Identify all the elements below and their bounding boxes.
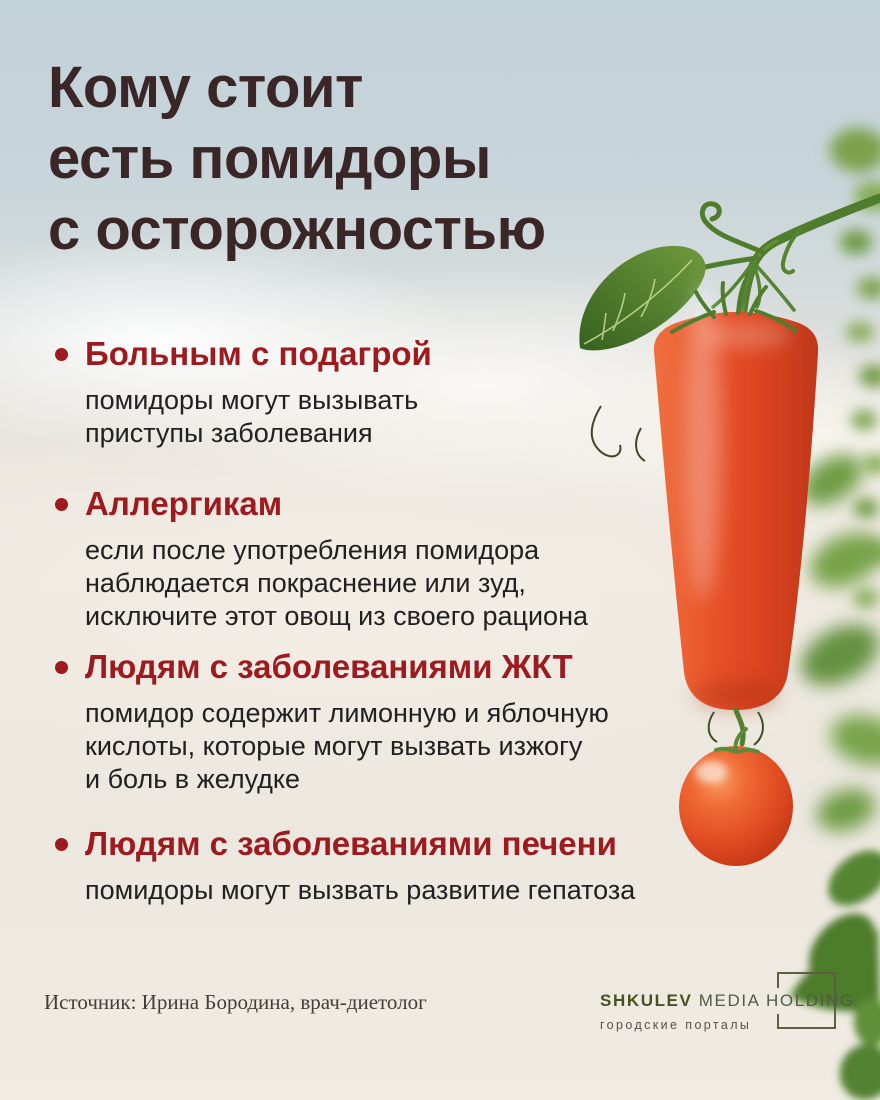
dot-highlight: [695, 761, 727, 783]
vine-lower-leaves: [790, 839, 880, 1100]
stem: [742, 198, 880, 318]
tendril: [702, 204, 762, 252]
bullet-item-gastro: [48, 647, 648, 796]
bullet-item-allergy: [48, 484, 648, 633]
publisher-logo: [600, 991, 855, 1032]
page-title: [48, 52, 546, 265]
tomato-dot: [679, 746, 793, 866]
publisher-name: SHKULEV MEDIA HOLDING: [600, 991, 855, 1010]
bullet-body: если после употребления помидора наблюдается покраснение или зуд, исключите этот овощ из своего рациона: [85, 535, 588, 631]
source-credit: Источник: Ирина Бородина, врач-диетолог: [44, 990, 427, 1014]
bullet-body: помидоры могут вызвать развитие гепатоза: [85, 875, 636, 905]
bullet-dot: [55, 661, 68, 674]
bullet-heading: Людям с заболеваниями ЖКТ: [85, 648, 573, 685]
title-line: Кому стоит: [48, 55, 363, 120]
bullet-item-liver: [48, 824, 648, 907]
title-line: есть помидоры: [48, 126, 491, 191]
dot-stem: [716, 729, 758, 752]
bullet-heading: Аллергикам: [85, 485, 283, 522]
bullet-body: помидоры могут вызывать приступы заболевания: [85, 385, 419, 448]
tomato-cone: [654, 312, 818, 710]
bullet-dot: [55, 348, 68, 361]
bullet-item-gout: [48, 334, 648, 450]
bullet-heading: Людям с заболеваниями печени: [85, 825, 617, 862]
bullet-body: помидор содержит лимонную и яблочную кислоты, которые могут вызвать изжогу и боль в желудке: [85, 698, 609, 794]
bullet-dot: [55, 498, 68, 511]
bullet-heading: Больным с подагрой: [85, 335, 432, 372]
bullet-dot: [55, 838, 68, 851]
publisher-tagline: городские порталы: [600, 1018, 752, 1032]
title-line: с осторожностью: [48, 197, 546, 262]
